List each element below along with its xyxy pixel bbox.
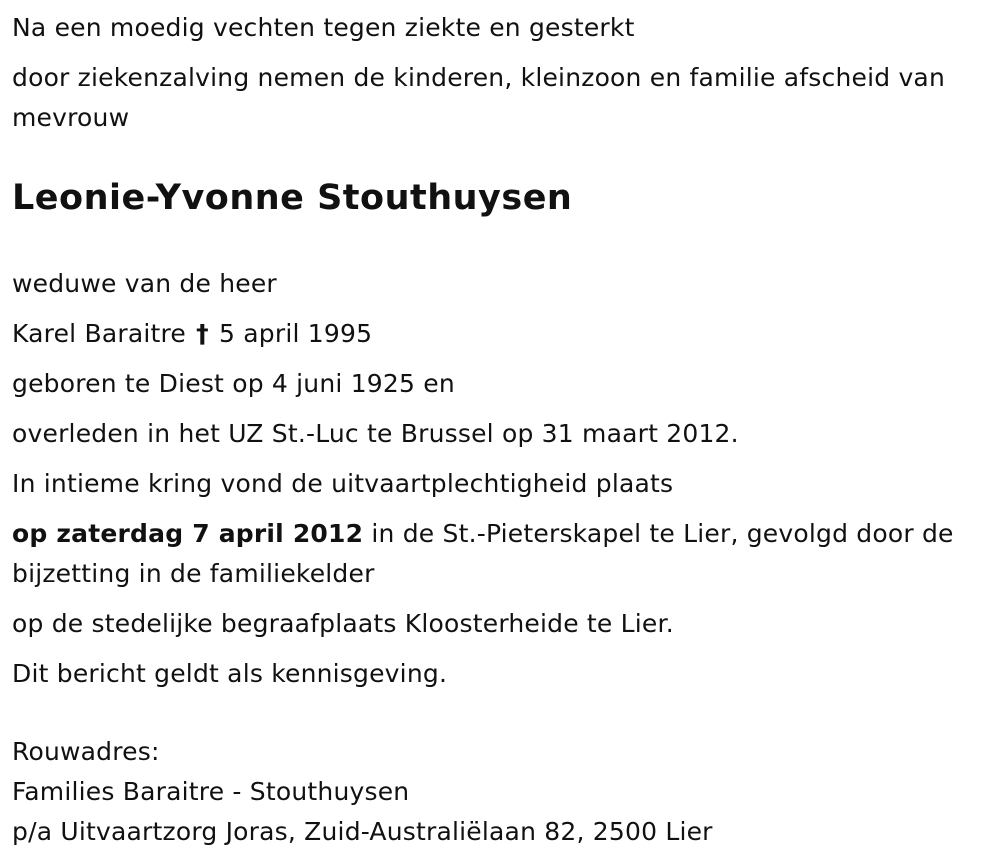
mourning-address — [12, 732, 988, 852]
cemetery-line: op de stedelijke begraafplaats Kloosterheide te Lier. — [12, 609, 674, 638]
address-care-of: p/a Uitvaartzorg Joras, Zuid-Australiëlaan 82, 2500 Lier — [12, 817, 713, 846]
husband-line — [12, 314, 988, 354]
deceased-name: Leonie-Yvonne Stouthuysen — [12, 178, 573, 218]
husband-death-date: 5 april 1995 — [219, 319, 373, 348]
husband-name: Karel Baraitre — [12, 319, 187, 348]
ceremony-date: op zaterdag 7 april 2012 — [12, 519, 364, 548]
address-families: Families Baraitre - Stouthuysen — [12, 777, 410, 806]
intro-line-2: door ziekenzalving nemen de kinderen, kleinzoon en familie afscheid van mevrouw — [12, 63, 945, 132]
notice-line: Dit bericht geldt als kennisgeving. — [12, 659, 448, 688]
ceremony-location: in de St.-Pieterskapel te Lier, gevolgd door de bijzetting in de familiekelder — [12, 519, 954, 588]
widow-of-line: weduwe van de heer — [12, 269, 277, 298]
cross-icon: † — [196, 319, 209, 348]
ceremony-intro-line: In intieme kring vond de uitvaartplechtigheid plaats — [12, 469, 674, 498]
ceremony-line — [12, 514, 988, 594]
birth-line: geboren te Diest op 4 juni 1925 en — [12, 369, 455, 398]
intro-line-1: Na een moedig vechten tegen ziekte en gesterkt — [12, 13, 635, 42]
address-label: Rouwadres: — [12, 737, 160, 766]
death-line: overleden in het UZ St.-Luc te Brussel op 31 maart 2012. — [12, 419, 739, 448]
